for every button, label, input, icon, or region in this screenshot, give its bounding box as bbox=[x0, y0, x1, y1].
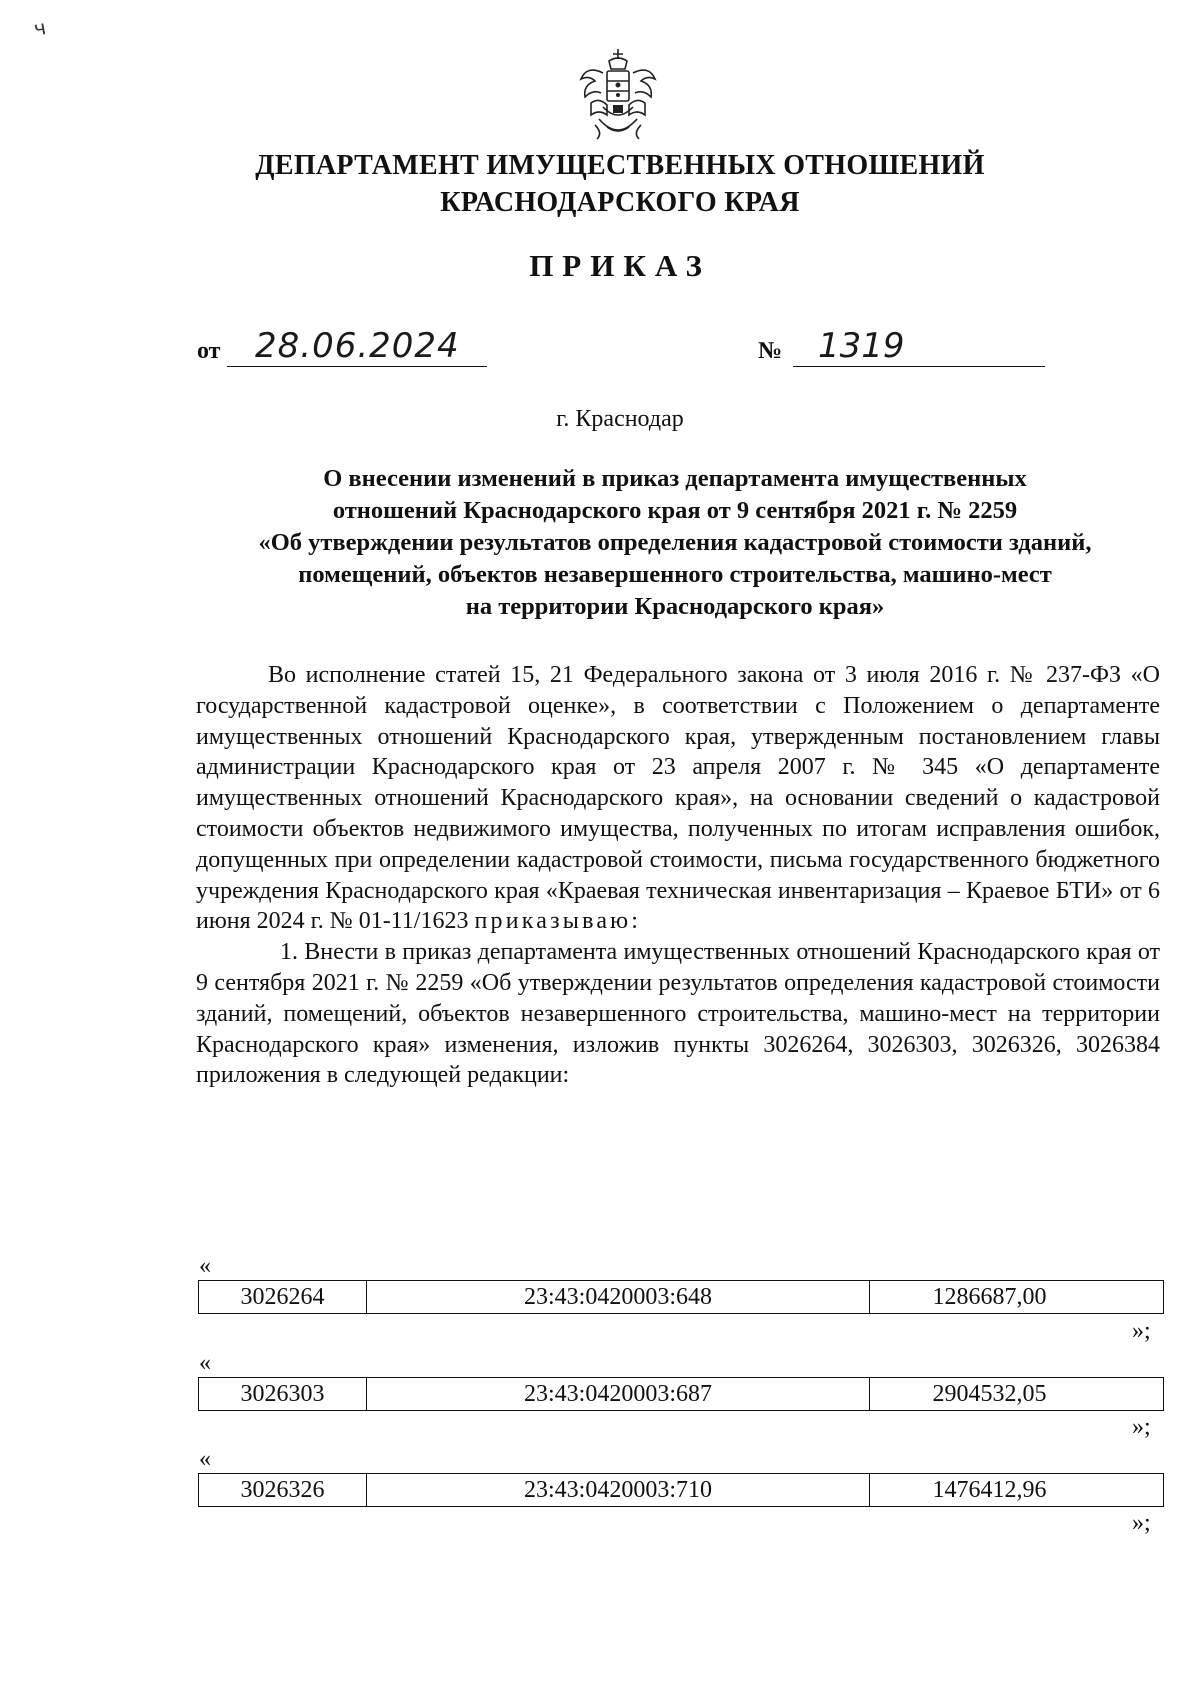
amendment-table bbox=[198, 1377, 1164, 1411]
date-underline bbox=[227, 366, 487, 367]
subject-line: помещений, объектов незавершенного строительства, машино-мест bbox=[298, 561, 1052, 588]
date-label: от bbox=[197, 338, 221, 364]
city: г. Краснодар bbox=[556, 406, 684, 432]
corner-handwritten-mark: ч bbox=[32, 15, 48, 41]
item-number-cell: 3026264 bbox=[199, 1281, 367, 1314]
quote-close: »; bbox=[1132, 1318, 1151, 1344]
table-row bbox=[199, 1378, 1164, 1411]
table-row bbox=[199, 1474, 1164, 1507]
department-name-line1: ДЕПАРТАМЕНТ ИМУЩЕСТВЕННЫХ ОТНОШЕНИЙ bbox=[255, 150, 985, 181]
subject-line: О внесении изменений в приказ департамента имущественных bbox=[323, 465, 1027, 492]
number-label: № bbox=[758, 338, 783, 364]
amendment-table bbox=[198, 1280, 1164, 1314]
item-number-cell: 3026303 bbox=[199, 1378, 367, 1411]
order-subject bbox=[190, 463, 1160, 623]
table-row bbox=[199, 1281, 1164, 1314]
subject-line: отношений Краснодарского края от 9 сентября 2021 г. № 2259 bbox=[332, 497, 1018, 524]
quote-close: »; bbox=[1132, 1414, 1151, 1440]
order-body bbox=[196, 660, 1160, 1091]
order-word: приказываю: bbox=[474, 908, 642, 935]
subject-line: на территории Краснодарского края» bbox=[465, 593, 885, 620]
department-name-line2: КРАСНОДАРСКОГО КРАЯ bbox=[440, 187, 800, 218]
cadastral-value-cell: 1476412,96 bbox=[870, 1474, 1164, 1507]
order-date: 28.06.2024 bbox=[255, 326, 460, 366]
amendment-table bbox=[198, 1473, 1164, 1507]
cadastral-value-cell: 2904532,05 bbox=[870, 1378, 1164, 1411]
item-number-cell: 3026326 bbox=[199, 1474, 367, 1507]
order-number: 1319 bbox=[818, 326, 905, 366]
subject-line: «Об утверждении результатов определения кадастровой стоимости зданий, bbox=[258, 529, 1092, 556]
order-title: ПРИКАЗ bbox=[529, 248, 711, 283]
cadastral-number-cell: 23:43:0420003:687 bbox=[367, 1378, 870, 1411]
clause-1-paragraph: 1. Внести в приказ департамента имущественных отношений Краснодарского края от 9 сентября 2021 г. № 2259 «Об утверждении результатов определения кадастровой стоимости зданий, помещений, объектов незавершенного строительства, машино-мест на территории Краснодарского края» изменения, изложив пункты 3026264, 3026303, 3026326, 3026384 приложения в следующей редакции: bbox=[196, 939, 1160, 1089]
cadastral-number-cell: 23:43:0420003:648 bbox=[367, 1281, 870, 1314]
preamble-text: Во исполнение статей 15, 21 Федерального закона от 3 июля 2016 г. № 237-ФЗ «О государственной кадастровой оценке», в соответствии с Положением о департаменте имущественных отношений Краснодарского края, утвержденным постановлением главы администрации Краснодарского края от 23 апреля 2007 г. № 345 «О департаменте имущественных отношений Краснодарского края», на основании сведений о кадастровой стоимости объектов недвижимого имущества, полученных по итогам исправления ошибок, допущенных при определении кадастровой стоимости, письма государственного бюджетного учреждения Краснодарского края «Краевая техническая инвентаризация – Краевое БТИ» от 6 июня 2024 г. № 01-11/1623 bbox=[196, 662, 1160, 935]
quote-close: »; bbox=[1132, 1510, 1151, 1536]
quote-open: « bbox=[199, 1350, 211, 1376]
number-underline bbox=[793, 366, 1045, 367]
preamble-paragraph bbox=[196, 660, 1160, 937]
cadastral-value-cell: 1286687,00 bbox=[870, 1281, 1164, 1314]
quote-open: « bbox=[199, 1446, 211, 1472]
krasnodar-coat-of-arms-emblem bbox=[573, 45, 663, 145]
quote-open: « bbox=[199, 1253, 211, 1279]
cadastral-number-cell: 23:43:0420003:710 bbox=[367, 1474, 870, 1507]
